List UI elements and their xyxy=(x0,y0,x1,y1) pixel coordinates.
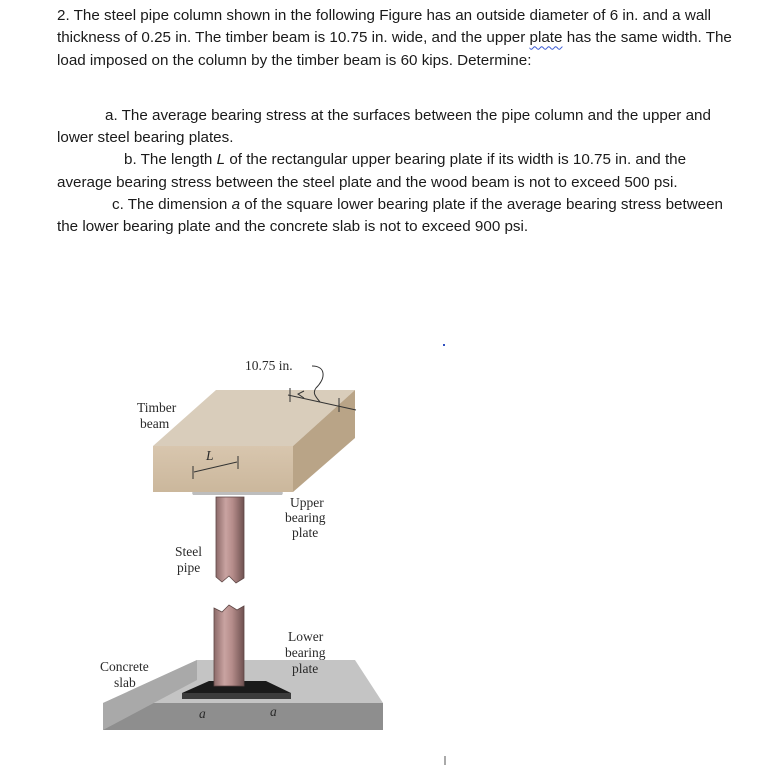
part-a: a. The average bearing stress at the surfaces between the pipe column and the upper and lower steel bearing plates. xyxy=(57,106,711,147)
lower-label-1: Lower xyxy=(288,629,324,644)
upper-label-2: bearing xyxy=(285,510,326,525)
problem-intro: 2. The steel pipe column shown in the following Figure has an outside diameter of 6 in. and a wall thickness of 0.25 in. The timber beam is 10.75 in. wide, and the upper plate has the same width. The load imposed on the column by the timber beam is 60 kips. Determine: xyxy=(57,7,732,69)
steel-label-1: Steel xyxy=(175,544,202,559)
timber-beam xyxy=(153,390,355,492)
steel-pipe-lower xyxy=(214,605,244,686)
width-label: 10.75 in. xyxy=(245,358,293,373)
timber-label-2: beam xyxy=(140,416,170,431)
a-label-right: a xyxy=(270,704,277,719)
spellcheck-word[interactable]: plate xyxy=(529,29,563,47)
lower-label-2: bearing xyxy=(285,645,326,660)
upper-label-1: Upper xyxy=(290,495,324,510)
lower-label-3: plate xyxy=(292,661,319,676)
stray-dot xyxy=(443,344,445,346)
concrete-label-2: slab xyxy=(114,675,136,690)
steel-pipe-upper xyxy=(216,497,244,583)
part-c: c. The dimension a of the square lower bearing plate if the average bearing stress between the lower bearing plate and the concrete slab is not to exceed 900 psi. xyxy=(57,196,723,236)
timber-label-1: Timber xyxy=(137,400,177,415)
steel-label-2: pipe xyxy=(177,560,201,575)
concrete-label-1: Concrete xyxy=(100,659,149,674)
upper-label-3: plate xyxy=(292,525,319,540)
a-label-left: a xyxy=(199,706,206,721)
L-label: L xyxy=(206,448,214,463)
part-b: b. The length L of the rectangular upper bearing plate if its width is 10.75 in. and the average bearing stress between the steel plate and the wood beam is not to exceed 500 psi. xyxy=(57,151,687,191)
